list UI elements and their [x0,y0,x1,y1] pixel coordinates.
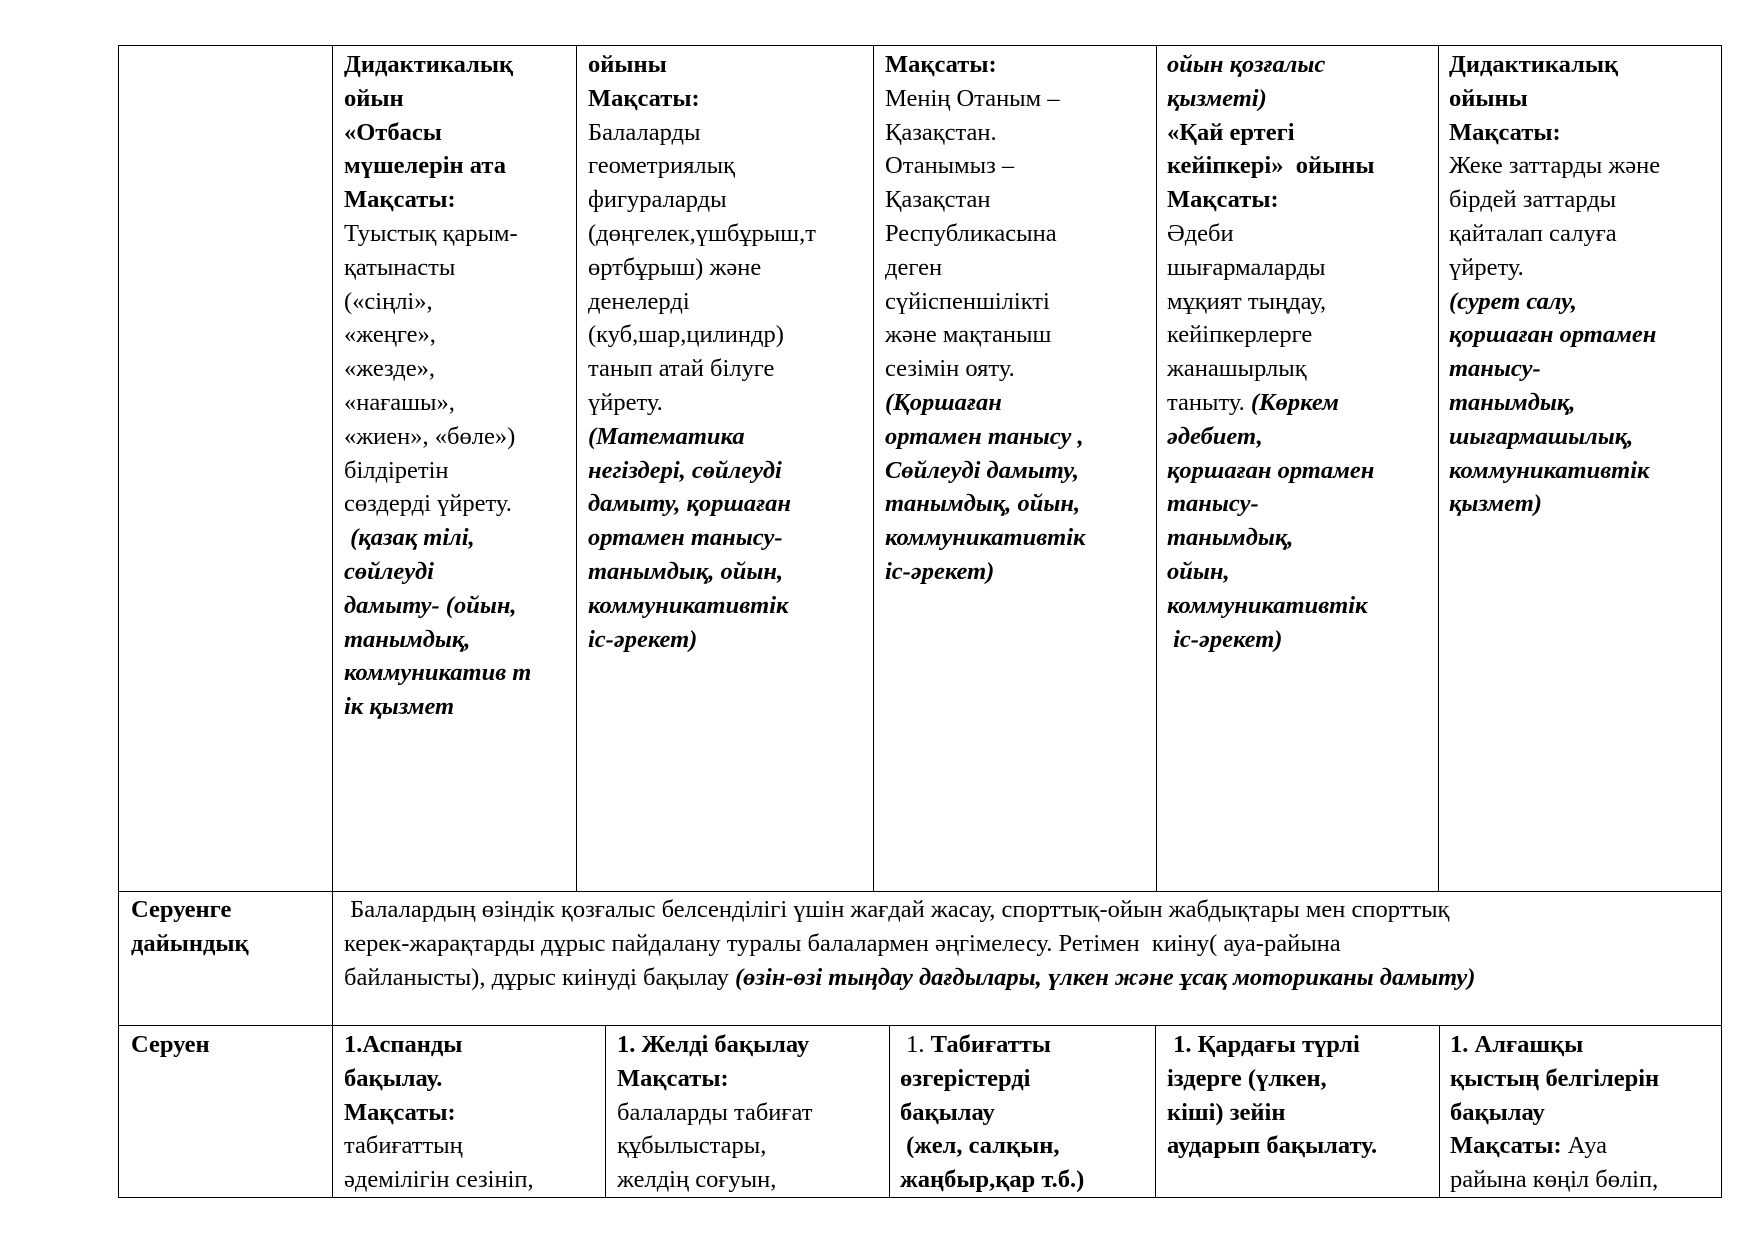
cell-text-line [344,1163,602,1196]
text-fragment: іздерге (үлкен, [1167,1064,1327,1092]
table-row-divider [118,1025,1722,1026]
cell-text-line [885,285,1153,319]
cell-text-line [344,521,572,555]
walk-cell-4 [1167,1028,1437,1196]
text-fragment: ойын қозғалыс [1167,51,1326,78]
cell-text-line [1449,149,1719,183]
cell-text-line [617,1163,887,1196]
cell-text-line [588,116,872,150]
cell-text-line [1167,183,1435,217]
text-fragment: Туыстық қарым- [344,219,518,247]
text-fragment: (қазақ тілі, [344,524,475,552]
cell-text-line [1167,1062,1437,1096]
activity-cell-5 [1449,48,1719,888]
cell-text-line [344,1129,602,1163]
row-label-line: дайындық [131,929,249,957]
text-fragment: Отанымыз – [885,152,1015,180]
table-col-divider [1156,45,1157,891]
cell-text-line [588,352,872,386]
text-fragment: шығармаларды [1167,253,1326,281]
text-fragment: Мақсаты: [588,84,700,112]
text-fragment: коммуникативтік [1167,591,1368,619]
cell-text-line [588,454,872,488]
table-col-divider [1439,1025,1440,1197]
text-fragment: сүйіспеншілікті [885,287,1050,315]
text-fragment: кіші) зейін [1167,1098,1286,1126]
text-fragment: Мақсаты: [1167,186,1279,214]
text-fragment: танысу- [1167,490,1259,518]
text-fragment: және мақтаныш [885,321,1052,349]
text-fragment: денелерді [588,287,690,315]
cell-text-line [1449,352,1719,386]
cell-text-line [885,555,1153,589]
text-fragment: сөйлеуді [344,557,434,585]
text-fragment: Мақсаты: [885,51,997,78]
table-border-top [118,45,1722,46]
cell-text-line [1449,251,1719,285]
text-fragment: Балаларды [588,118,701,146]
walk-cell-1 [344,1028,602,1196]
text-fragment: ойыны [1449,84,1528,112]
cell-text-line [344,48,572,82]
row-label-walk-preparation [131,893,329,961]
text-fragment: бірдей заттарды [1449,186,1617,214]
text-fragment: танымдық, ойын, [885,490,1081,518]
cell-text-line [1167,217,1435,251]
text-fragment: сөздерді үйрету. [344,490,512,518]
text-fragment: (дөңгелек,үшбұрыш,т [588,219,816,247]
cell-text-line [588,48,872,82]
activity-cell-2 [588,48,872,888]
cell-text-line [885,48,1153,82]
cell-text-line [344,589,572,623]
cell-text-line [344,487,572,521]
cell-text-line [1167,521,1435,555]
cell-text-line [1449,487,1719,521]
text-fragment: (куб,шар,цилиндр) [588,321,784,349]
table-col-divider [873,45,874,891]
cell-text-line [1167,420,1435,454]
walk-cell-3 [900,1028,1152,1196]
cell-text-line [588,555,872,589]
cell-text-line [1167,352,1435,386]
text-fragment: танымдық, [1449,388,1576,416]
text-fragment: дамыту, қоршаған [588,490,792,518]
cell-text-line [885,420,1153,454]
text-fragment: райына көңіл бөліп, [1450,1166,1659,1194]
table-col-divider [889,1025,890,1197]
cell-text-line [1167,116,1435,150]
text-fragment: қызметі) [1167,84,1267,112]
text-fragment: өртбұрыш) және [588,253,762,281]
table-col-divider [605,1025,606,1197]
cell-text-line [1167,589,1435,623]
text-fragment: Қазақстан [885,186,991,214]
cell-text-line [344,1028,602,1062]
cell-text-line [588,420,872,454]
text-fragment: Мақсаты: [1449,118,1561,146]
cell-text-line [1449,386,1719,420]
cell-text-line [1449,454,1719,488]
cell-text-line [1450,1028,1720,1062]
text-fragment: «жеңге», [344,321,436,349]
cell-text-line [1167,285,1435,319]
text-fragment: үйрету. [1449,253,1524,281]
text-fragment: «Отбасы [344,118,442,146]
text-fragment: Дидактикалық [1449,51,1619,78]
text-fragment: Әдеби [1167,219,1234,247]
text-fragment: коммуникативтік [1449,456,1650,484]
cell-text-line [344,420,572,454]
cell-text-line [1167,1096,1437,1130]
text-fragment: сезімін ояту. [885,355,1015,383]
cell-text-line [1449,217,1719,251]
activity-cell-1 [344,48,572,888]
cell-text-line [1449,285,1719,319]
cell-text-line [900,1129,1152,1163]
cell-text-line [344,386,572,420]
cell-text-line [344,352,572,386]
cell-text-line [885,116,1153,150]
cell-text-line [588,217,872,251]
text-fragment: 1. Қардағы түрлі [1167,1031,1360,1058]
cell-text-line [900,1163,1152,1196]
cell-text-line [900,1062,1152,1096]
text-fragment: дамыту- (ойын, [344,591,517,619]
text-fragment: (сурет салу, [1449,287,1577,315]
text-fragment: ойын [344,84,404,112]
cell-text-line [588,318,872,352]
text-fragment: танып атай білуге [588,355,775,383]
text-fragment: қоршаған ортамен [1167,456,1375,484]
text-fragment: Сөйлеуді дамыту, [885,456,1079,484]
cell-text-line [344,251,572,285]
cell-text-line [344,318,572,352]
text-fragment: үйрету. [588,388,663,416]
cell-text-line [1449,48,1719,82]
cell-text-line [588,386,872,420]
cell-text-line [1167,555,1435,589]
cell-text-line [1167,454,1435,488]
text-fragment: «жезде», [344,355,435,383]
cell-text-line [588,521,872,555]
text-fragment: танымдық, ойын, [588,557,784,585]
cell-text-line [1167,82,1435,116]
table-border-bottom [118,1197,1722,1198]
cell-text-line [900,1096,1152,1130]
text-fragment: коммуникатив т [344,659,532,687]
text-fragment: Менің Отаным – [885,84,1060,112]
text-fragment: Мақсаты: [617,1064,729,1092]
text-fragment: Дидактикалық [344,51,514,78]
text-fragment: табиғаттың [344,1132,463,1160]
cell-text-line [1167,623,1435,657]
cell-text-line [1449,420,1719,454]
text-fragment: қоршаған ортамен [1449,321,1657,349]
cell-text-line [900,1028,1152,1062]
cell-text-line [885,352,1153,386]
text-fragment: қыстың белгілерін [1450,1064,1660,1092]
text-fragment: ойыны [588,51,667,78]
cell-text-line [344,1096,602,1130]
text-fragment: ойын, [1167,557,1230,585]
cell-text-line [588,251,872,285]
cell-text-line [885,386,1153,420]
text-fragment: желдің соғуын, [617,1166,777,1194]
text-fragment: коммуникативтік [588,591,789,619]
cell-text-line [588,285,872,319]
text-fragment: іс-әрекет) [885,557,995,585]
cell-text-line [588,183,872,217]
cell-text-line [1167,487,1435,521]
text-line: керек-жарақтарды дұрыс пайдалану туралы балалармен әңгімелесу. Ретімен киіну( ауа-райына [344,929,1341,957]
cell-text-line [885,183,1153,217]
text-fragment: (жел, салқын, [900,1132,1060,1160]
cell-text-line [1449,183,1719,217]
cell-text-line [617,1096,887,1130]
text-fragment: (Қоршаған [885,388,1002,416]
text-fragment: қызмет) [1449,490,1542,518]
text-fragment: Мақсаты: [344,1098,456,1126]
cell-text-line [344,116,572,150]
cell-text-line [344,82,572,116]
cell-text-line [885,454,1153,488]
table-col-divider [576,45,577,891]
text-fragment-emphasis: Табиғатты [930,1031,1051,1058]
text-fragment: кейіпкерлерге [1167,321,1313,349]
cell-text-line [344,149,572,183]
text-line: Балалардың өзіндік қозғалыс белсенділігі үшін жағдай жасау, спорттық-ойын жабдықтары мен спорттық [344,896,1450,923]
text-fragment: коммуникативтік [885,524,1086,552]
cell-text-line [1167,251,1435,285]
row-label-line: Серуен [131,1031,210,1058]
cell-text-line [1167,149,1435,183]
cell-text-line [1449,116,1719,150]
cell-text-line [1167,1129,1437,1163]
text-fragment: Мақсаты: [344,186,456,214]
text-fragment: Мақсаты: [1450,1132,1562,1160]
cell-text-line [1450,1096,1720,1130]
text-fragment: іс-әрекет) [588,625,698,653]
text-fragment: таныту. [1167,388,1245,416]
text-fragment: мұқият тыңдау, [1167,287,1327,315]
text-fragment: деген [885,253,943,281]
text-fragment: (Математика [588,422,745,450]
cell-text-line [1167,1028,1437,1062]
text-fragment: жаңбыр,қар т.б.) [900,1166,1085,1194]
text-fragment: қатынасты [344,253,456,281]
text-fragment-emphasis: (өзін-өзі тыңдау дағдылары, үлкен және ұсақ моториканы дамыту) [734,963,1476,991]
text-fragment: 1. Алғашқы [1450,1031,1584,1058]
cell-text-line [344,183,572,217]
text-fragment: іс-әрекет) [1167,625,1283,653]
cell-text-line [885,149,1153,183]
row-label-walk [131,1028,329,1062]
cell-text-line [588,623,872,657]
cell-text-line [1450,1163,1720,1196]
text-fragment: қайталап салуға [1449,219,1617,247]
cell-text-line [885,318,1153,352]
text-fragment: бақылау [1450,1098,1545,1126]
text-fragment: 1. Желді бақылау [617,1031,810,1058]
text-fragment: Республикасына [885,219,1057,247]
walk-cell-5 [1450,1028,1720,1196]
text-fragment: шығармашылық, [1449,422,1634,450]
cell-text-line [885,217,1153,251]
walk-cell-2 [617,1028,887,1196]
cell-text-line [344,217,572,251]
table-border-left [118,45,119,1198]
cell-text-line [344,454,572,488]
text-fragment-emphasis: (Көркем [1244,388,1339,416]
text-fragment: құбылыстары, [617,1132,767,1160]
table-row-divider [118,891,1722,892]
text-fragment: бақылау [900,1098,995,1126]
text-fragment: «нағашы», [344,388,455,416]
table-col-divider [1155,1025,1156,1197]
text-fragment: ортамен танысу , [885,422,1084,450]
cell-text-line [344,1062,602,1096]
cell-text-line [617,1129,887,1163]
cell-text-line [1167,318,1435,352]
text-fragment: бақылау. [344,1064,443,1092]
text-fragment: жанашырлық [1167,355,1307,383]
text-fragment: 1.Аспанды [344,1031,463,1058]
cell-text-line [885,82,1153,116]
text-fragment: танысу- [1449,355,1541,383]
text-fragment: ік қызмет [344,693,455,721]
cell-text-line [1450,1129,1720,1163]
text-fragment: геометриялық [588,152,735,180]
table-col-divider [1438,45,1439,891]
cell-text-line [885,521,1153,555]
cell-text-line [344,690,572,724]
text-fragment: «жиен», «бөле») [344,422,516,450]
cell-text-line [344,656,572,690]
text-fragment: әдебиет, [1167,422,1263,450]
text-fragment: әдемілігін сезініп, [344,1166,534,1194]
cell-text-line [1449,82,1719,116]
text-fragment: кейіпкері» ойыны [1167,152,1375,180]
cell-text-line [1167,386,1435,420]
text-fragment: балаларды табиғат [617,1098,813,1126]
text-fragment: негіздері, сөйлеуді [588,456,782,484]
text-fragment: фигураларды [588,186,727,214]
cell-text-line [885,251,1153,285]
cell-text-line [1449,318,1719,352]
text-fragment: аударып бақылату. [1167,1132,1378,1160]
table-border-right [1721,45,1722,1198]
text-fragment: Қазақстан. [885,118,997,146]
activity-cell-4 [1167,48,1435,888]
text-fragment: байланысты), дұрыс киінуді бақылау [344,963,735,991]
text-fragment: өзгерістерді [900,1064,1031,1092]
text-fragment: («сіңлі», [344,287,433,315]
cell-text-line [617,1028,887,1062]
cell-text-line [1450,1062,1720,1096]
cell-text-line [344,555,572,589]
cell-text-line [588,487,872,521]
text-fragment: танымдық, [1167,524,1294,552]
walk-preparation-text [344,893,1719,994]
text-fragment: танымдық, [344,625,471,653]
cell-text-line [588,589,872,623]
activity-cell-3 [885,48,1153,888]
text-fragment: білдіретін [344,456,449,484]
text-fragment: 1. [900,1031,931,1058]
cell-text-line [617,1062,887,1096]
text-fragment: мүшелерін ата [344,152,506,180]
cell-text-line [1167,48,1435,82]
cell-text-line [588,82,872,116]
text-line [344,961,1719,995]
row-label-line: Серуенге [131,896,232,923]
cell-text-line [885,487,1153,521]
cell-text-line [344,285,572,319]
table-col-divider [332,45,333,1198]
text-fragment: Жеке заттарды және [1449,152,1661,180]
cell-text-line [344,623,572,657]
text-fragment: ортамен танысу- [588,524,783,552]
text-fragment: «Қай ертегі [1167,118,1295,146]
cell-text-line [588,149,872,183]
text-fragment: Ауа [1561,1132,1608,1160]
